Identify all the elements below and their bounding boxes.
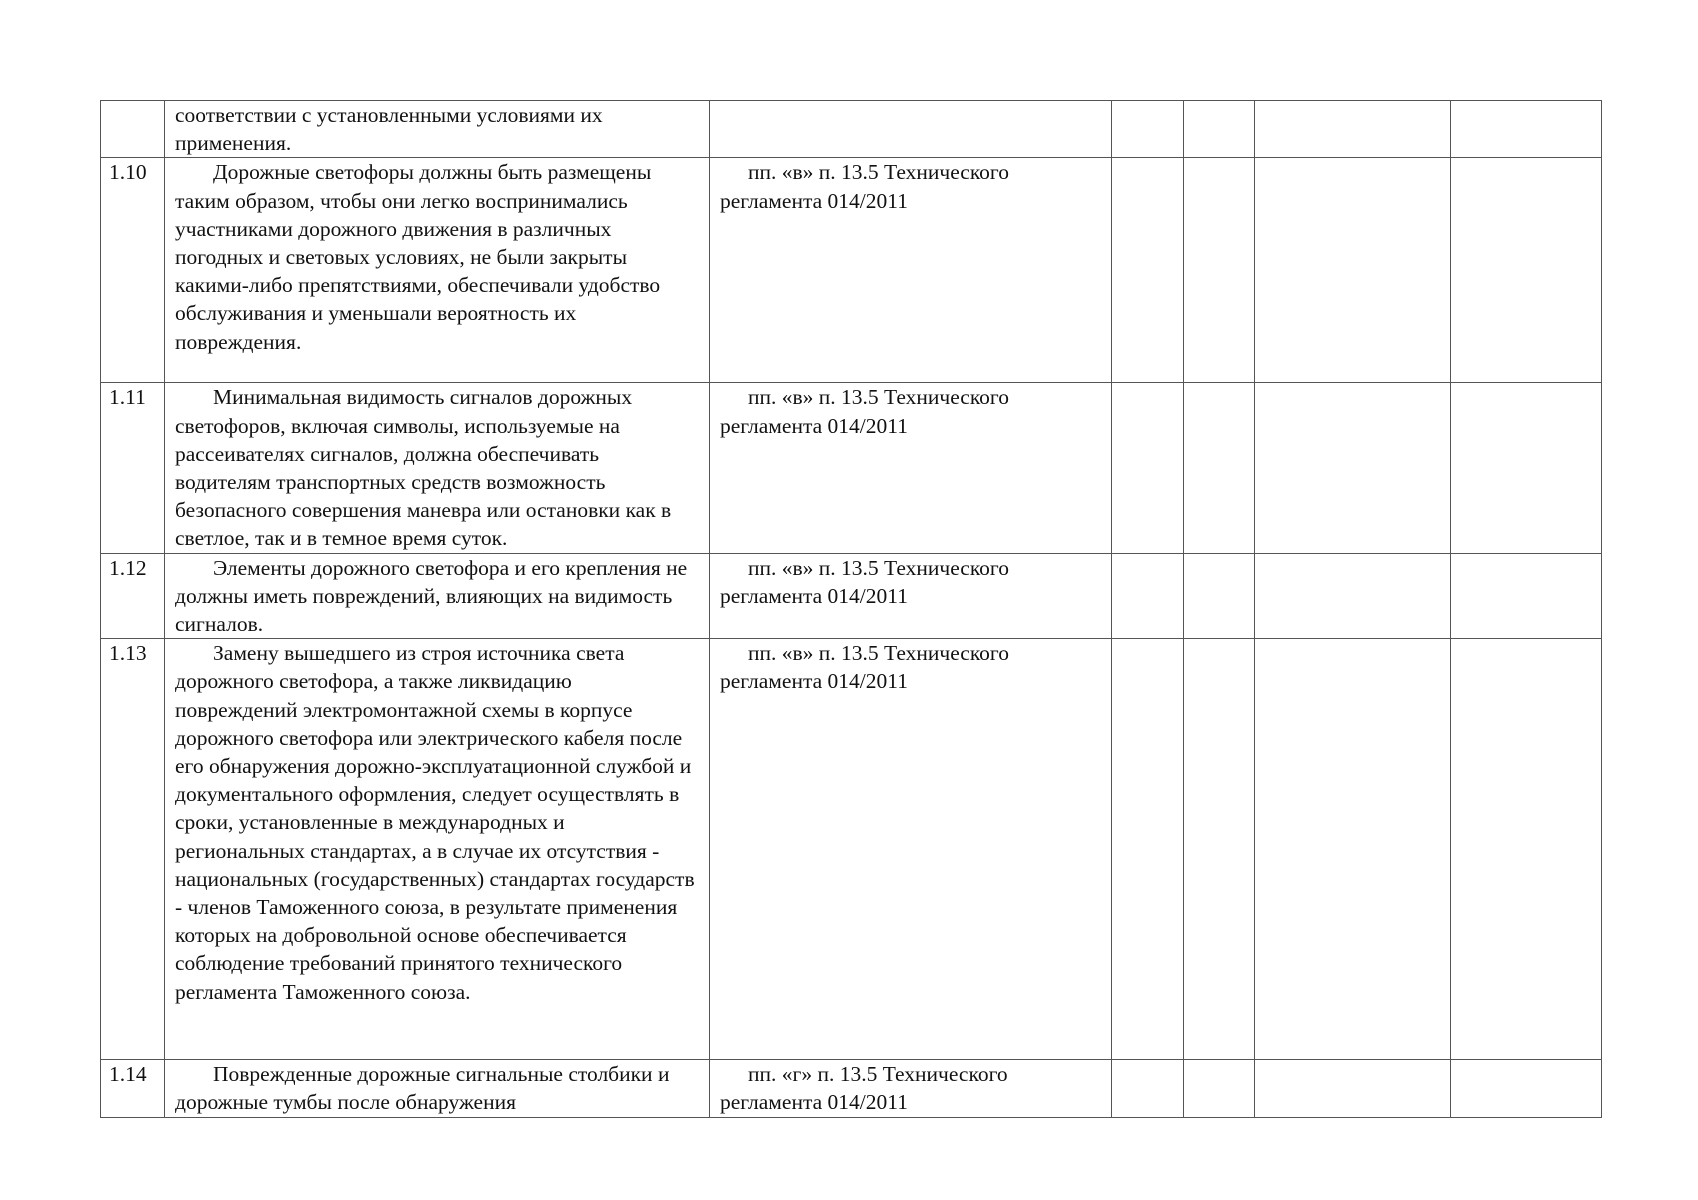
reference-text: пп. «в» п. 13.5 Технического регламента 014/2011 [720, 555, 1009, 608]
table-row [101, 1060, 1602, 1117]
table-row [101, 158, 1602, 383]
reference-text: пп. «в» п. 13.5 Технического регламента 014/2011 [720, 160, 1009, 213]
reference-cell [710, 553, 1112, 639]
empty-cell [1184, 158, 1255, 383]
requirement-text: Дорожные светофоры должны быть размещены таким образом, чтобы они легко воспринимались участниками дорожного движения в различных погодных и световых условиях, не были закрыты какими-либо препятствиями, обеспечивали удобство обслуживания и уменьшали вероятность их повреждения. [175, 160, 661, 354]
empty-cell [1112, 158, 1184, 383]
empty-cell [1451, 383, 1602, 553]
empty-cell [1112, 639, 1184, 1060]
requirement-cell [165, 101, 710, 158]
requirement-cell [165, 383, 710, 553]
requirement-text: соответствии с установленными условиями их применения. [175, 103, 603, 156]
empty-cell [1255, 639, 1451, 1060]
empty-cell [1112, 1060, 1184, 1117]
empty-cell [1451, 639, 1602, 1060]
reference-cell [710, 101, 1112, 158]
requirement-cell [165, 1060, 710, 1117]
empty-cell [1112, 383, 1184, 553]
empty-cell [1451, 553, 1602, 639]
requirement-cell [165, 553, 710, 639]
requirements-table [100, 100, 1602, 1118]
row-number: 1.14 [101, 1060, 165, 1117]
reference-text: пп. «в» п. 13.5 Технического регламента 014/2011 [720, 385, 1009, 438]
empty-cell [1184, 101, 1255, 158]
empty-cell [1112, 101, 1184, 158]
empty-cell [1112, 553, 1184, 639]
empty-cell [1255, 1060, 1451, 1117]
requirement-text: Замену вышедшего из строя источника света дорожного светофора, а также ликвидацию повреждений электромонтажной схемы в корпусе дорожного светофора или электрического кабеля после его обнаружения дорожно-эксплуатационной службой и документального оформления, следует осуществлять в сроки, установленные в международных и региональных стандартах, а в случае их отсутствия - национальных (государственных) стандартах государств - членов Таможенного союза, в результате применения которых на добровольной основе обеспечивается соблюдение требований принятого технического регламента Таможенного союза. [175, 641, 695, 1004]
empty-cell [1255, 158, 1451, 383]
table-row [101, 383, 1602, 553]
reference-cell [710, 639, 1112, 1060]
reference-text: пп. «в» п. 13.5 Технического регламента 014/2011 [720, 641, 1009, 694]
empty-cell [1255, 383, 1451, 553]
row-number: 1.13 [101, 639, 165, 1060]
requirement-text: Элементы дорожного светофора и его крепления не должны иметь повреждений, влияющих на видимость сигналов. [175, 555, 688, 637]
empty-cell [1184, 639, 1255, 1060]
table-row [101, 553, 1602, 639]
reference-cell [710, 158, 1112, 383]
reference-cell [710, 1060, 1112, 1117]
requirement-text: Поврежденные дорожные сигнальные столбики и дорожные тумбы после обнаружения [175, 1062, 670, 1115]
reference-text: пп. «г» п. 13.5 Технического регламента 014/2011 [720, 1062, 1008, 1115]
row-number [101, 101, 165, 158]
empty-cell [1451, 101, 1602, 158]
row-number: 1.10 [101, 158, 165, 383]
row-number: 1.12 [101, 553, 165, 639]
empty-cell [1451, 1060, 1602, 1117]
empty-cell [1451, 158, 1602, 383]
requirement-text: Минимальная видимость сигналов дорожных светофоров, включая символы, используемые на рассеивателях сигналов, должна обеспечивать водителям транспортных средств возможность безопасного совершения маневра или остановки как в светлое, так и в темное время суток. [175, 385, 672, 551]
empty-cell [1255, 553, 1451, 639]
requirement-cell [165, 639, 710, 1060]
empty-cell [1184, 553, 1255, 639]
empty-cell [1184, 383, 1255, 553]
table-row [101, 101, 1602, 158]
empty-cell [1255, 101, 1451, 158]
requirement-cell [165, 158, 710, 383]
table-row [101, 639, 1602, 1060]
empty-cell [1184, 1060, 1255, 1117]
reference-cell [710, 383, 1112, 553]
row-number: 1.11 [101, 383, 165, 553]
